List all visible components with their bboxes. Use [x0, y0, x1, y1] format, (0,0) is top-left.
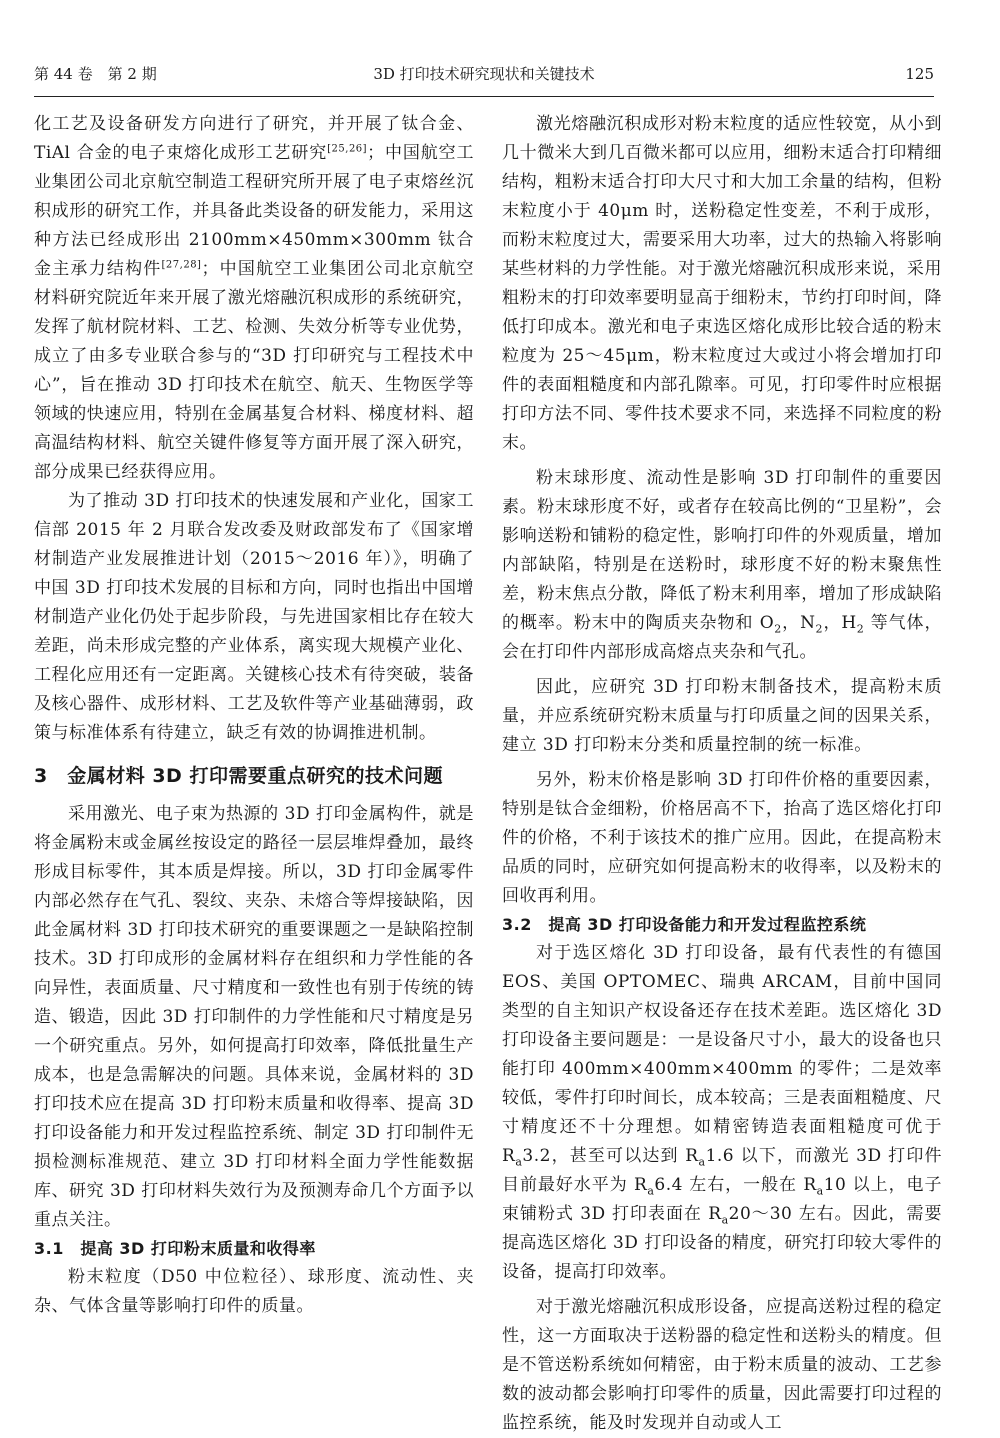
paragraph: 对于选区熔化 3D 打印设备，最有代表性的有德国 EOS、美国 OPTOMEC、瑞典 ARCAM，目前中国同类型的自主知识产权设备还存在技术差距。选区熔化 3D 打印设备主要问题是：一是设备尺寸小，最大的设备也只能打印 400mm×400mm×400mm 的零件；二是效率较低，零件打印时间长，成本较高；三是表面粗糙度、尺寸精度还不十分理想。如精密铸造表面粗糙度可优于 $R_a3.2$，甚至可以达到 $R_a1.6$ 以下，而激光 3D 打印件目前最好水平为 $R_a6.4$ 左右，一般在 $R_a10$ 以上，电子束铺粉式 3D 打印表面在 $R_a20\sim 30$ 左右。因此，需要提高选区熔化 3D 打印设备的精度，研究打印较大零件的设备，提高打印效率。 — [502, 943, 942, 1282]
paragraph: 化工艺及设备研发方向进行了研究，并开展了钛合金、TiAl 合金的电子束熔化成形工艺研究[25,26]；中国航空工业集团公司北京航空制造工程研究所开展了电子束熔丝沉积成形的研究工作，并具备此类设备的研发能力，采用这种方法已经成形出 2100mm×450mm×300mm 钛合金主承力结构件[27,28]；中国航空工业集团公司北京航空材料研究院近年来开展了激光熔融沉积成形的系统研究，发挥了航材院材料、工艺、检测、失效分析等专业优势，成立了由多专业联合参与的“3D 打印研究与工程技术中心”，旨在推动 3D 打印技术在航空、航天、生物医学等领域的快速应用，特别在金属基复合材料、梯度材料、超高温结构材料、航空关键件修复等方面开展了深入研究，部分成果已经获得应用。 — [34, 114, 475, 482]
page-number: 125 — [905, 65, 934, 83]
right-column — [502, 110, 942, 1438]
citation: [27,28] — [161, 259, 202, 271]
paragraph: 另外，粉末价格是影响 3D 打印件价格的重要因素，特别是钛合金细粉，价格居高不下，抬高了选区熔化打印件的价格，不利于该技术的推广应用。因此，在提高粉末品质的同时，应研究如何提高粉末的收得率，以及粉末的回收再利用。 — [502, 770, 942, 906]
left-column — [34, 110, 474, 1321]
subsection-heading: 3.1 提高 3D 打印粉末质量和收得率 — [34, 1239, 316, 1258]
paragraph: 对于激光熔融沉积成形设备，应提高送粉过程的稳定性，这一方面取决于送粉器的稳定性和送粉头的精度。但是不管送粉系统如何精密，由于粉末质量的波动、工艺参数的波动都会影响打印零件的质量，因此需要打印过程的监控系统，能及时发现并自动或人工 — [502, 1297, 942, 1433]
paragraph: 粉末粒度（D50 中位粒径）、球形度、流动性、夹杂、气体含量等影响打印件的质量。 — [34, 1267, 474, 1316]
paragraph: 激光熔融沉积成形对粉末粒度的适应性较宽，从小到几十微米大到几百微米都可以应用，细粉末适合打印精细结构，粗粉末适合打印大尺寸和大加工余量的结构，但粉末粒度小于 40μm 时，送粉稳定性变差，不利于成形，而粉末粒度过大，需要采用大功率，过大的热输入将影响某些材料的力学性能。对于激光熔融沉积成形来说，采用粗粉末的打印效率要明显高于细粉末，节约打印时间，降低打印成本。激光和电子束选区熔化成形比较合适的粉末粒度为 25～45μm，粉末粒度过大或过小将会增加打印件的表面粗糙度和内部孔隙率。可见，打印零件时应根据打印方法不同、零件技术要求不同，来选择不同粒度的粉末。 — [502, 114, 942, 453]
header-rule — [34, 96, 934, 97]
paragraph: 为了推动 3D 打印技术的快速发展和产业化，国家工信部 2015 年 2 月联合发改委及财政部发布了《国家增材制造产业发展推进计划（2015～2016 年）》，明确了中国 3D 打印技术发展的目标和方向，同时也指出中国增材制造产业化仍处于起步阶段，与先进国家相比存在较大差距，尚未形成完整的产业体系，离实现大规模产业化、工程化应用还有一定距离。关键核心技术有待突破，装备及核心器件、成形材料、工艺及软件等产业基础薄弱，政策与标准体系有待建立，缺乏有效的协调推进机制。 — [34, 491, 474, 743]
citation: [25,26] — [327, 143, 368, 155]
running-header — [34, 60, 934, 88]
section-heading: 3 金属材料 3D 打印需要重点研究的技术问题 — [34, 765, 443, 787]
paragraph: 采用激光、电子束为热源的 3D 打印金属构件，就是将金属粉末或金属丝按设定的路径一层层堆焊叠加，最终形成目标零件，其本质是焊接。所以，3D 打印金属零件内部必然存在气孔、裂纹、夹杂、未熔合等焊接缺陷，因此金属材料 3D 打印技术研究的重要课题之一是缺陷控制技术。3D 打印成形的金属材料存在组织和力学性能的各向异性，表面质量、尺寸精度和一致性也有别于传统的铸造、锻造，因此 3D 打印制件的力学性能和尺寸精度是另一个研究重点。另外，如何提高打印效率，降低批量生产成本，也是急需解决的问题。具体来说，金属材料的 3D 打印技术应在提高 3D 打印粉末质量和收得率、提高 3D 打印设备能力和开发过程监控系统、制定 3D 打印制件无损检测标准规范、建立 3D 打印材料全面力学性能数据库、研究 3D 打印材料失效行为及预测寿命几个方面予以重点关注。 — [34, 804, 474, 1230]
running-title: 3D 打印技术研究现状和关键技术 — [373, 65, 595, 83]
subsection-heading: 3.2 提高 3D 打印设备能力和开发过程监控系统 — [502, 915, 867, 934]
paragraph: 粉末球形度、流动性是影响 3D 打印制件的重要因素。粉末球形度不好，或者存在较高比例的“卫星粉”，会影响送粉和铺粉的稳定性，影响打印件的外观质量，增加内部缺陷，特别是在送粉时，球形度不好的粉末聚焦性差，粉末焦点分散，降低了粉末利用率，增加了形成缺陷的概率。粉末中的陶质夹杂物和 $O_2$，$N_2$，$H_2$ 等气体，会在打印件内部形成高熔点夹杂和气孔。 — [502, 468, 943, 662]
journal-volume-issue: 第 44 卷 第 2 期 — [34, 65, 157, 83]
paragraph: 因此，应研究 3D 打印粉末制备技术，提高粉末质量，并应系统研究粉末质量与打印质量之间的因果关系，建立 3D 打印粉末分类和质量控制的统一标准。 — [502, 677, 942, 755]
